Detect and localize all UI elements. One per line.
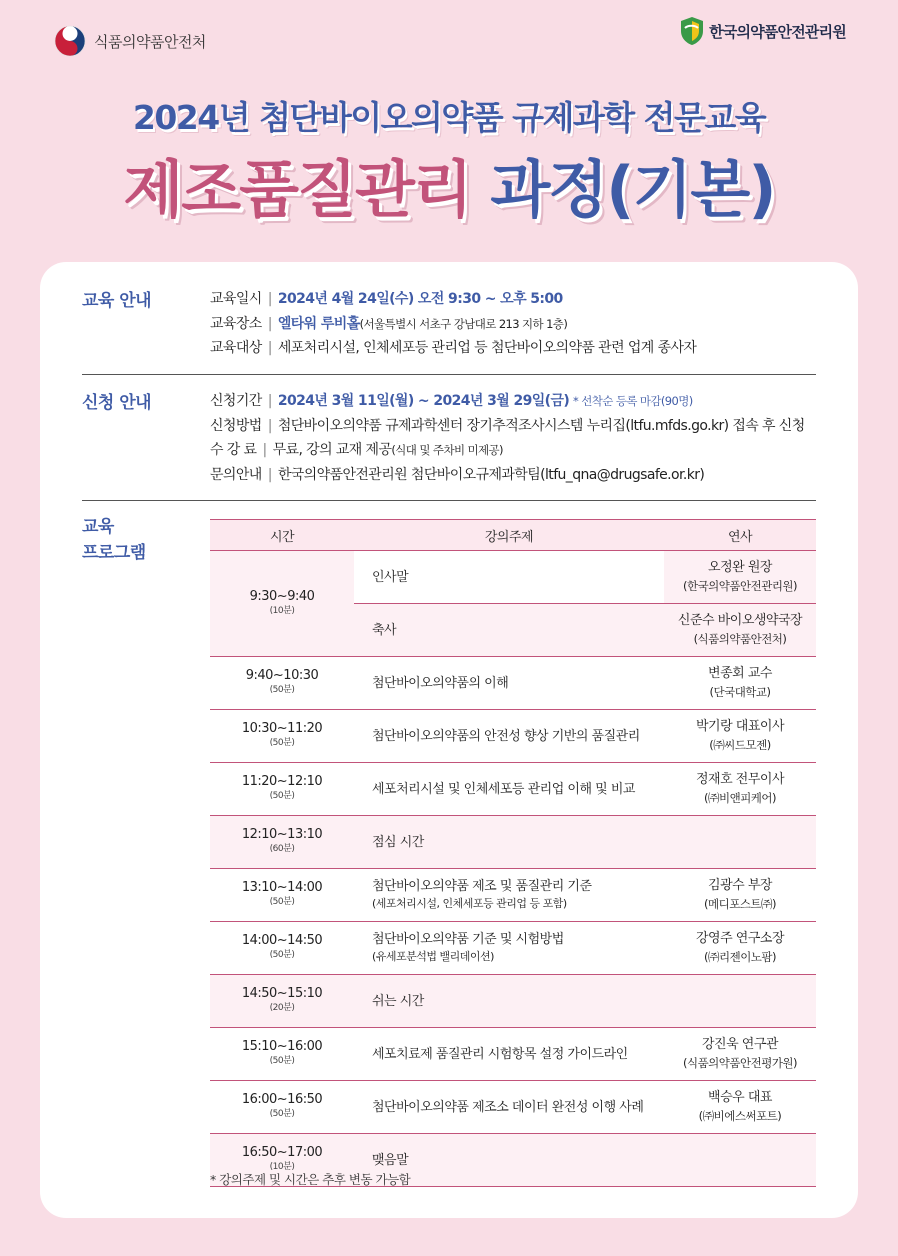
table-row-break — [210, 816, 816, 869]
kids-name: 한국의약품안전관리원 — [709, 22, 846, 41]
title-course-name: 제조품질관리 — [123, 153, 471, 226]
info-value: 엘타워 루비홀 — [277, 315, 360, 332]
topic-title: 인사말 — [372, 569, 409, 585]
duration: (60분) — [269, 844, 295, 854]
header-speaker: 연사 — [664, 520, 816, 551]
time-cell — [210, 1081, 354, 1134]
info-key: 신청기간 — [210, 393, 262, 409]
info-key: 교육일시 — [210, 291, 262, 307]
mfds-logo[interactable] — [54, 25, 206, 57]
info-key: 교육대상 — [210, 340, 262, 356]
time-range: 10:30~11:20 — [241, 721, 323, 736]
header-time: 시간 — [210, 520, 354, 551]
time-range: 12:10~13:10 — [241, 827, 323, 842]
time-cell — [210, 869, 354, 922]
info-extra: (서울특별시 서초구 강남대로 213 지하 1층) — [359, 316, 568, 331]
program-table — [210, 519, 816, 1187]
topic-cell — [354, 657, 664, 710]
speaker-cell — [664, 551, 816, 604]
speaker-name: 정재호 전무이사 — [695, 772, 785, 787]
info-row-method: 신청방법 | 첨단바이오의약품 규제과학센터 장기추적조사시스템 누리집(ltfu.mfds.go.kr) 접속 후 신청 — [210, 417, 805, 434]
topic-title: 세포치료제 품질관리 시험항목 설정 가이드라인 — [372, 1046, 628, 1062]
topic-cell — [354, 975, 664, 1028]
speaker-affiliation: (식품의약품안전평가원) — [682, 1056, 798, 1070]
speaker-cell — [664, 1081, 816, 1134]
topic-cell — [354, 1028, 664, 1081]
info-row-fee: 수 강 료 | 무료, 강의 교재 제공(식대 및 주차비 미제공) — [210, 442, 503, 458]
table-row — [210, 1028, 816, 1081]
duration: (20분) — [269, 1003, 295, 1013]
topic-cell — [354, 869, 664, 922]
time-cell — [210, 816, 354, 869]
topic-title: 쉬는 시간 — [372, 993, 424, 1009]
topic-title: 첨단바이오의약품 기준 및 시험방법 — [372, 932, 564, 947]
time-range: 16:50~17:00 — [241, 1145, 323, 1160]
table-row — [210, 922, 816, 975]
table-row — [210, 869, 816, 922]
info-value[interactable]: 한국의약품안전관리원 첨단바이오규제과학팀(ltfu_qna@drugsafe.or.kr) — [277, 466, 705, 483]
speaker-cell — [664, 1134, 816, 1187]
info-row-date: 교육일시 | 2024년 4월 24일(수) 오전 9:30 ~ 오후 5:00 — [210, 291, 563, 307]
time-range: 9:40~10:30 — [245, 668, 319, 683]
duration: (50분) — [269, 791, 295, 801]
application-info — [210, 389, 820, 487]
time-range: 14:00~14:50 — [241, 933, 323, 948]
info-note: * 선착순 등록 마감(90명) — [573, 394, 693, 408]
info-key: 문의안내 — [210, 466, 262, 483]
speaker-affiliation: (㈜비에스써포트) — [698, 1109, 782, 1123]
topic-subtitle: (세포처리시설, 인체세포등 관리업 등 포함) — [372, 897, 567, 910]
topic-title: 첨단바이오의약품 제조 및 품질관리 기준 — [372, 879, 592, 894]
speaker-affiliation: (식품의약품안전처) — [693, 632, 787, 646]
duration: (10분) — [269, 605, 295, 616]
topic-title: 첨단바이오의약품 제조소 데이터 완전성 이행 사례 — [372, 1099, 644, 1115]
speaker-cell — [664, 710, 816, 763]
divider — [82, 374, 816, 375]
speaker-affiliation: (㈜씨드모젠) — [709, 738, 771, 752]
speaker-name: 김광수 부장 — [708, 878, 772, 893]
info-row-period: 신청기간 | 2024년 3월 11일(월) ~ 2024년 3월 29일(금) * 선착순 등록 마감(90명) — [210, 393, 693, 409]
table-row — [210, 657, 816, 710]
speaker-cell — [664, 604, 816, 657]
program-label-line2: 프로그램 — [82, 543, 146, 563]
duration: (50분) — [269, 1109, 295, 1119]
info-extra: (식대 및 주차비 미제공) — [391, 443, 503, 457]
duration: (50분) — [269, 897, 295, 907]
divider — [82, 500, 816, 501]
footnote: * 강의주제 및 시간은 추후 변동 가능함 — [210, 1172, 411, 1187]
speaker-cell — [664, 763, 816, 816]
topic-title: 점심 시간 — [372, 834, 424, 850]
time-cell — [210, 1028, 354, 1081]
header-bar — [0, 0, 898, 80]
education-info — [210, 287, 820, 361]
speaker-name: 강영주 연구소장 — [695, 931, 785, 946]
topic-cell — [354, 816, 664, 869]
time-cell — [210, 975, 354, 1028]
time-range: 16:00~16:50 — [241, 1092, 323, 1107]
time-cell — [210, 657, 354, 710]
topic-title: 맺음말 — [372, 1152, 409, 1168]
info-row-target: 교육대상 | 세포처리시설, 인체세포등 관리업 등 첨단바이오의약품 관련 업계 종사자 — [210, 340, 697, 356]
table-row — [210, 710, 816, 763]
time-cell — [210, 710, 354, 763]
shield-icon — [679, 16, 705, 46]
education-label: 교육 안내 — [82, 291, 152, 311]
program-label — [82, 514, 146, 566]
title-course-level: 과정(기본) — [490, 153, 775, 226]
time-cell — [210, 763, 354, 816]
topic-cell — [354, 763, 664, 816]
speaker-cell — [664, 869, 816, 922]
table-row — [210, 551, 816, 604]
info-value: 세포처리시설, 인체세포등 관리업 등 첨단바이오의약품 관련 업계 종사자 — [277, 340, 697, 356]
info-value: 2024년 3월 11일(월) ~ 2024년 3월 29일(금) — [277, 393, 570, 409]
speaker-cell — [664, 922, 816, 975]
application-label: 신청 안내 — [82, 393, 152, 413]
topic-title: 축사 — [372, 622, 397, 638]
topic-title: 첨단바이오의약품의 이해 — [372, 675, 509, 691]
time-cell — [210, 551, 354, 657]
time-range: 14:50~15:10 — [241, 986, 323, 1001]
speaker-cell — [664, 1028, 816, 1081]
table-row — [210, 763, 816, 816]
info-value[interactable]: 첨단바이오의약품 규제과학센터 장기추적조사시스템 누리집(ltfu.mfds.go.kr) 접속 후 신청 — [277, 417, 805, 434]
speaker-cell — [664, 816, 816, 869]
topic-cell — [354, 710, 664, 763]
title-line1: 2024년 첨단바이오의약품 규제과학 전문교육 — [132, 98, 766, 137]
speaker-cell — [664, 975, 816, 1028]
speaker-cell — [664, 657, 816, 710]
topic-cell — [354, 922, 664, 975]
program-label-line1: 교육 — [82, 517, 114, 537]
speaker-name: 강진욱 연구관 — [702, 1037, 778, 1052]
speaker-affiliation: (㈜리젠이노팜) — [703, 950, 777, 964]
speaker-affiliation: (단국대학교) — [709, 685, 771, 699]
info-row-contact: 문의안내 | 한국의약품안전관리원 첨단바이오규제과학팀(ltfu_qna@drugsafe.or.kr) — [210, 466, 705, 483]
speaker-name: 백승우 대표 — [708, 1090, 772, 1105]
duration: (50분) — [269, 1056, 295, 1066]
table-header-row — [210, 520, 816, 551]
info-value: 2024년 4월 24일(수) 오전 9:30 ~ 오후 5:00 — [277, 291, 563, 307]
title-line2 — [0, 140, 898, 229]
speaker-name: 변종회 교수 — [708, 666, 772, 681]
duration: (50분) — [269, 950, 295, 960]
duration: (10분) — [269, 1162, 295, 1172]
time-cell — [210, 922, 354, 975]
info-card — [40, 262, 858, 1218]
topic-cell — [354, 604, 664, 657]
topic-cell — [354, 1081, 664, 1134]
speaker-affiliation: (한국의약품안전관리원) — [682, 579, 798, 593]
header-topic: 강의주제 — [354, 520, 664, 551]
mfds-name: 식품의약품안전처 — [94, 32, 206, 51]
topic-title: 세포처리시설 및 인체세포등 관리업 이해 및 비교 — [372, 781, 635, 797]
info-row-venue: 교육장소 | 엘타워 루비홀(서울특별시 서초구 강남대로 213 지하 1층) — [210, 315, 568, 332]
info-key: 수 강 료 — [210, 442, 257, 458]
topic-title: 첨단바이오의약품의 안전성 향상 기반의 품질관리 — [372, 728, 640, 744]
taeguk-icon — [54, 25, 86, 57]
speaker-name: 신준수 바이오생약국장 — [677, 613, 803, 628]
speaker-affiliation: (메디포스트㈜) — [703, 897, 777, 911]
time-range: 11:20~12:10 — [241, 774, 323, 789]
topic-cell — [354, 551, 664, 604]
table-row-break — [210, 975, 816, 1028]
kids-logo[interactable] — [679, 16, 846, 46]
time-range: 13:10~14:00 — [241, 880, 323, 895]
info-key: 신청방법 — [210, 417, 262, 434]
speaker-affiliation: (㈜비앤피케어) — [703, 791, 777, 805]
info-key: 교육장소 — [210, 315, 262, 332]
info-value: 무료, 강의 교재 제공 — [272, 442, 392, 458]
speaker-name: 박기랑 대표이사 — [695, 719, 785, 734]
topic-subtitle: (유세포분석법 밸리데이션) — [372, 950, 494, 963]
duration: (50분) — [269, 738, 295, 748]
time-range: 9:30~9:40 — [249, 588, 315, 604]
time-range: 15:10~16:00 — [241, 1039, 323, 1054]
table-row — [210, 1081, 816, 1134]
speaker-name: 오정완 원장 — [708, 560, 772, 575]
duration: (50분) — [269, 685, 295, 695]
